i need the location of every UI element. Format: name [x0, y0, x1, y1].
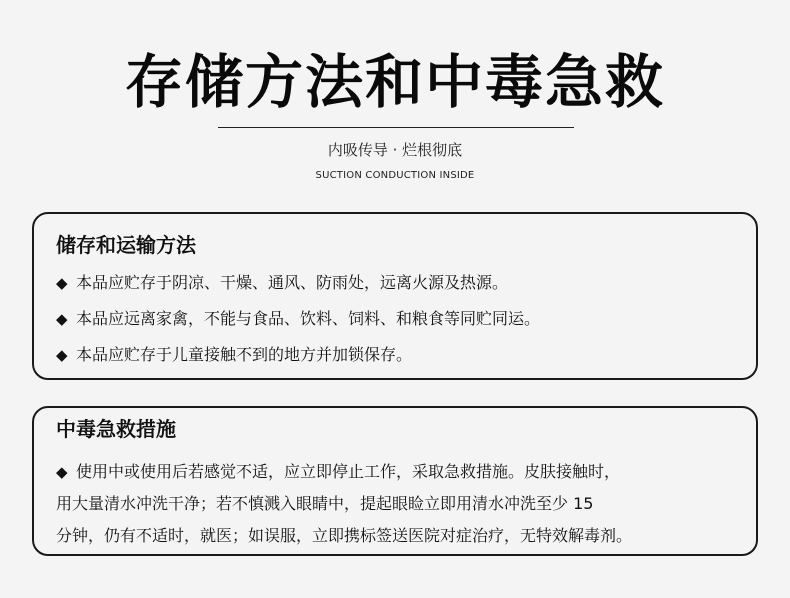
storage-item-text: 本品应贮存于阴凉、干燥、通风、防雨处，远离火源及热源。 [76, 273, 509, 292]
diamond-bullet-icon: ◆ [56, 346, 68, 364]
first-aid-heading: 中毒急救措施 [56, 417, 176, 441]
storage-panel [32, 212, 758, 380]
diamond-bullet-icon: ◆ [56, 310, 68, 328]
diamond-bullet-icon: ◆ [56, 463, 68, 481]
first-aid-panel [32, 406, 758, 556]
storage-item-text: 本品应贮存于儿童接触不到的地方并加锁保存。 [76, 345, 413, 364]
title-divider [218, 127, 574, 128]
storage-item [56, 306, 540, 332]
diamond-bullet-icon: ◆ [56, 274, 68, 292]
page-subtitle-english: SUCTION CONDUCTION INSIDE [315, 170, 475, 181]
page-subtitle: 内吸传导 · 烂根彻底 [327, 141, 463, 159]
first-aid-line: 用大量清水冲洗干净；若不慎溅入眼睛中，提起眼睑立即用清水冲洗至少 15 [56, 494, 594, 513]
storage-item-text: 本品应远离家禽，不能与食品、饮料、饲料、和粮食等同贮同运。 [76, 309, 541, 328]
storage-heading: 储存和运输方法 [56, 233, 196, 257]
storage-item [56, 270, 508, 296]
first-aid-paragraph [56, 456, 744, 552]
storage-item [56, 342, 412, 368]
first-aid-line-text: 使用中或使用后若感觉不适，应立即停止工作，采取急救措施。皮肤接触时， [76, 462, 621, 481]
page-title: 存储方法和中毒急救 [124, 48, 665, 116]
first-aid-line [56, 456, 744, 488]
first-aid-line: 分钟，仍有不适时，就医；如误服，立即携标签送医院对症治疗，无特效解毒剂。 [56, 526, 633, 545]
